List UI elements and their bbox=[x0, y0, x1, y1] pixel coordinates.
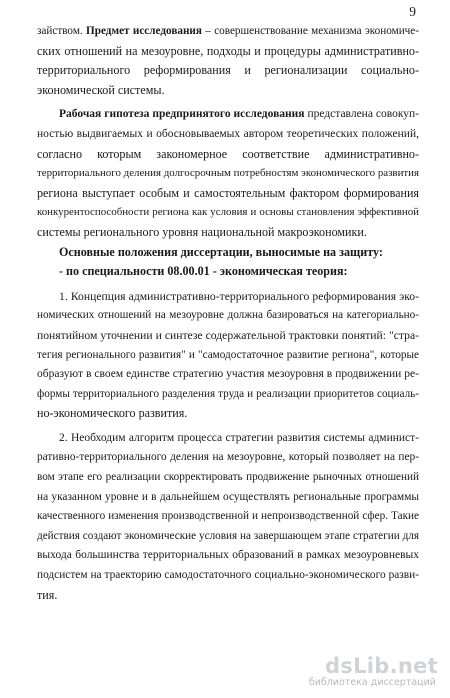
page-number: 9 bbox=[409, 4, 416, 19]
text-line: конкурентоспособности региона как условия и основы становления эффективной bbox=[37, 206, 419, 219]
text-line: понятийном уточнении и синтезе содержательной трактовки понятий: "стра- bbox=[37, 328, 419, 342]
text-line: выхода большинства территориальных образований в рамках мезоуровневых bbox=[37, 549, 419, 562]
text-line: системы регионального уровня национальной макроэкономики. bbox=[37, 224, 367, 239]
text-line: качественного изменения производственной и непроизводственной сфер. Такие bbox=[37, 510, 419, 523]
section-heading: Основные положения диссертации, выносимые на защиту: bbox=[59, 244, 383, 259]
text-line: 2. Необходим алгоритм процесса стратегии развития системы админист- bbox=[59, 431, 419, 444]
text-line: Рабочая гипотеза предпринятого исследования представлена совокуп- bbox=[59, 108, 419, 121]
text-line: региона выступает особым и самостоятельным фактором формирования bbox=[37, 185, 419, 200]
text-line: территориального реформирования и регионализации социально- bbox=[37, 63, 419, 78]
text-line: экономической системы. bbox=[37, 82, 165, 97]
text-line: тегия регионального развития" и "самодостаточное развитие региона", которые bbox=[37, 348, 419, 361]
text-line: 1. Концепция административно-территориального реформирования эко- bbox=[59, 289, 419, 303]
text-line: тия. bbox=[37, 587, 58, 602]
document-body bbox=[37, 22, 419, 605]
text-line: действия создают экономические условия на завершающем этапе стратегии для bbox=[37, 529, 419, 542]
text-line: ских отношений на мезоуровне, подходы и процедуры административно- bbox=[37, 43, 419, 58]
text-line: ративно-территориального деления на мезоуровне, который позволяет на пер- bbox=[37, 451, 419, 464]
watermark-logo: dsLib.net bbox=[324, 654, 438, 678]
text-line: на указанном уровне и в дальнейшем осуществлять региональные программы bbox=[37, 490, 419, 503]
watermark-tagline: библиотека диссертаций bbox=[308, 677, 436, 688]
watermark bbox=[288, 654, 438, 688]
text-line: согласно которым закономерное соответствие административно- bbox=[37, 146, 419, 161]
subsection-heading: - по специальности 08.00.01 - экономическая теория: bbox=[59, 264, 348, 279]
text-line: номических отношений на мезоуровне должна базироваться на категориально- bbox=[37, 309, 419, 322]
text-line: зайством. Предмет исследования – совершенствование механизма экономиче- bbox=[37, 25, 419, 37]
text-line: подсистем на траекторию самодостаточного социально-экономического разви- bbox=[37, 569, 419, 582]
text-line: территориального деления долгосрочным потребностям экономического развития bbox=[37, 167, 419, 180]
text-line: формы территориального разделения труда и реализации приоритетов социаль- bbox=[37, 387, 419, 400]
text-line: но-экономического развития. bbox=[37, 406, 188, 421]
text-line: ностью выдвигаемых и обосновываемых автором теоретических положений, bbox=[37, 127, 419, 140]
text-line: образуют в своем единстве стратегию участия мезоуровня в продвижении ре- bbox=[37, 368, 419, 381]
text-line: вом этапе его реализации скорректировать продвижение рыночных отношений bbox=[37, 471, 419, 484]
